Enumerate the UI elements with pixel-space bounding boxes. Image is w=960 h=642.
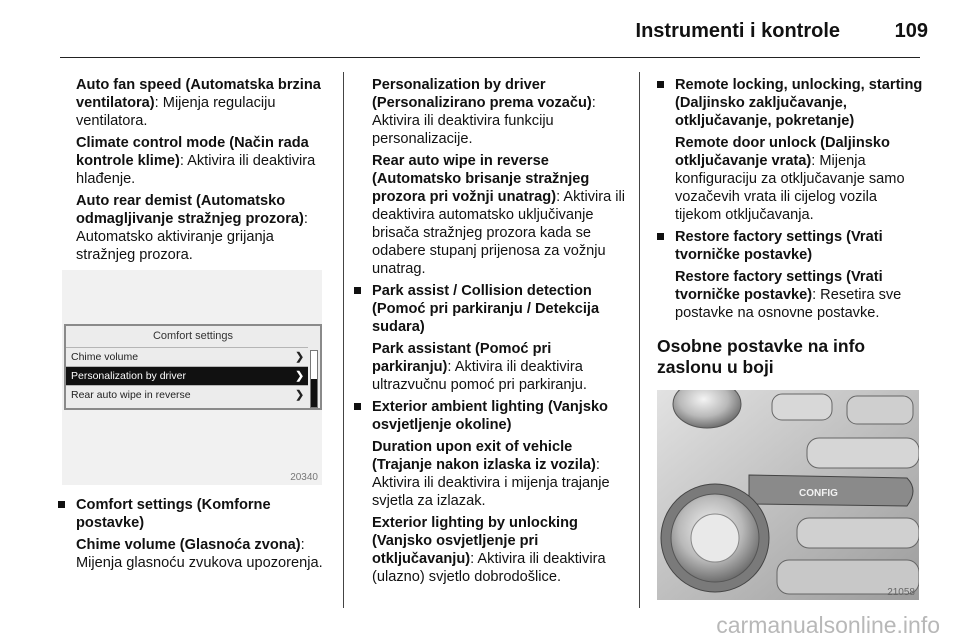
top-right-button <box>847 396 913 424</box>
setting-auto-fan-speed: Auto fan speed (Automatska brzina ventilatora): Mijenja regulaciju ventilatora. <box>76 77 321 129</box>
setting-remote-door-unlock: Remote door unlock (Daljinsko otključavanje vrata): Mijenja konfiguraciju za otključavanje samo vozačevih vrata ili cijelog vozila tijekom otključavanja. <box>675 135 905 223</box>
section-title: Osobne postavke na info zaslonu u boji <box>657 336 866 377</box>
bullet-park-assist: Park assist / Collision detection (Pomoć pri parkiranju / Detekcija sudara) <box>354 282 632 336</box>
chevron-right-icon: ❯ <box>295 351 304 363</box>
setting-park-assistant: Park assistant (Pomoć pri parkiranju): Aktivira ili deaktivira ultrazvučnu pomoć pri parkiranju. <box>372 341 587 393</box>
setting-exterior-lighting-unlocking: Exterior lighting by unlocking (Vanjsko osvjetljenje pri otključavanju): Aktivira ili deaktivira (ulazno) svjetlo dobrodošlice. <box>372 515 606 585</box>
control-panel-illustration <box>657 390 919 600</box>
bullet-square-icon <box>657 233 664 240</box>
bullet-square-icon <box>354 403 361 410</box>
bullet-square-icon <box>58 501 65 508</box>
column-divider-2 <box>639 72 640 608</box>
setting-restore-factory-settings: Restore factory settings (Vrati tvorničke postavke): Resetira sve postavke na osnovne postavke. <box>675 269 902 321</box>
column-2 <box>354 76 632 590</box>
menu-row-rear-auto-wipe: Rear auto wipe in reverse ❯ <box>66 385 308 404</box>
setting-auto-rear-demist: Auto rear demist (Automatsko odmagljivanje stražnjeg prozora): Automatsko aktiviranje grijanja stražnjeg prozora. <box>76 193 308 263</box>
upper-right-button <box>807 438 919 468</box>
setting-rear-auto-wipe: Rear auto wipe in reverse (Automatsko brisanje stražnjeg prozora pri vožnji unatrag): Aktivira ili deaktivira automatsko uključivanje brisača stražnjeg prozora kada se odabere stupanj prijenosa za vožnju unatrag. <box>372 153 625 277</box>
column-divider-1 <box>343 72 344 608</box>
column-3 <box>657 76 925 388</box>
bullet-comfort-settings: Comfort settings (Komforne postavke) <box>58 496 334 532</box>
screen-title: Comfort settings <box>152 330 234 342</box>
bullet-restore-factory-settings: Restore factory settings (Vrati tvorničke postavke) <box>657 228 925 264</box>
setting-duration-upon-exit: Duration upon exit of vehicle (Trajanje nakon izlaska iz vozila): Aktivira ili deaktivira i mijenja trajanje svjetla za izlazak. <box>372 439 610 509</box>
menu-row-chime-volume: Chime volume ❯ <box>66 347 308 366</box>
top-button <box>772 394 832 420</box>
setting-chime-volume: Chime volume (Glasnoća zvona): Mijenja glasnoću zvukova upozorenja. <box>76 537 323 571</box>
column-1-lower <box>58 496 334 576</box>
header-rule <box>60 57 920 58</box>
figure-code: 20340 <box>290 472 318 483</box>
scrollbar <box>310 350 318 408</box>
comfort-settings-figure <box>62 270 322 485</box>
figure-code: 21058 <box>887 587 915 598</box>
lower-right-button <box>797 518 919 548</box>
bullet-square-icon <box>354 287 361 294</box>
setting-personalization-by-driver: Personalization by driver (Personalizirano prema vozaču): Aktivira ili deaktivira funkciju personalizacije. <box>372 77 596 147</box>
watermark: carmanualsonline.info <box>716 612 940 638</box>
menu-row-personalization: Personalization by driver ❯ <box>66 366 308 385</box>
main-knob-center <box>691 514 739 562</box>
config-button-figure <box>657 390 919 600</box>
column-1 <box>76 76 332 268</box>
setting-climate-control-mode: Climate control mode (Način rada kontrole klime): Aktivira ili deaktivira hlađenje. <box>76 135 316 187</box>
bullet-square-icon <box>657 81 664 88</box>
bullet-remote-locking: Remote locking, unlocking, starting (Daljinsko zaključavanje, otključavanje, pokretanje) <box>657 76 925 130</box>
chevron-right-icon: ❯ <box>295 370 304 382</box>
config-label: CONFIG <box>799 488 838 499</box>
display-screen <box>64 324 322 410</box>
scrollbar-thumb <box>311 379 317 407</box>
bullet-exterior-ambient-lighting: Exterior ambient lighting (Vanjsko osvjetljenje okoline) <box>354 398 632 434</box>
page-number: 109 <box>894 20 928 42</box>
running-header-title: Instrumenti i kontrole <box>635 20 840 42</box>
chevron-right-icon: ❯ <box>295 389 304 401</box>
